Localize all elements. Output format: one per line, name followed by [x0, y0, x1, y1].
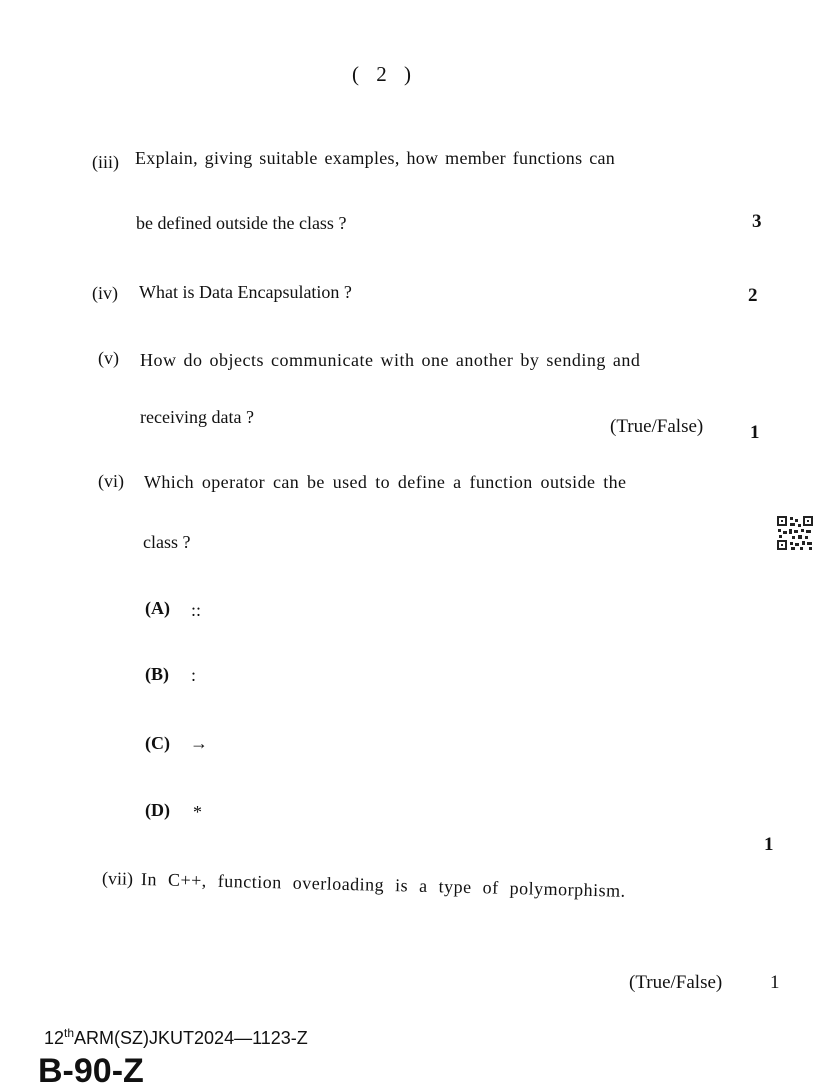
question-number-vi: (vi) [98, 471, 124, 491]
question-text-v-line2: receiving data ? [140, 407, 254, 427]
question-text-vi-line2: class ? [143, 532, 191, 552]
marks-v: 1 [750, 422, 760, 443]
paper-series-code: B-90-Z [38, 1052, 144, 1090]
paper-code [44, 1026, 308, 1049]
question-number-v: (v) [98, 348, 119, 368]
paper-code-rest: ARM(SZ)JKUT2024—1123-Z [74, 1028, 308, 1048]
question-text-iv: What is Data Encapsulation ? [139, 282, 352, 302]
option-c-value: → [190, 733, 208, 753]
marks-vii: 1 [770, 972, 780, 993]
question-text-iii-line1: Explain, giving suitable examples, how member functions can [135, 148, 616, 168]
question-vii [102, 868, 626, 902]
option-b-value: : [191, 665, 197, 685]
true-false-vii: (True/False) [629, 972, 723, 993]
marks-vi: 1 [764, 834, 774, 855]
question-number-iii: (iii) [92, 152, 119, 172]
option-d-label: (D) [145, 800, 170, 820]
true-false-v: (True/False) [610, 416, 704, 437]
marks-iv: 2 [748, 285, 758, 306]
question-text-v-line1: How do objects communicate with one another by sending and [140, 350, 641, 370]
question-text-vi-line1: Which operator can be used to define a function outside the [144, 472, 627, 492]
question-number-iv: (iv) [92, 283, 118, 303]
option-c-label: (C) [145, 733, 170, 753]
qr-code-icon [776, 515, 814, 551]
question-text-vii: In C++, function overloading is a type of polymorphism. [140, 868, 626, 901]
option-b-label: (B) [145, 664, 169, 684]
option-d-value: * [193, 802, 202, 822]
marks-iii: 3 [752, 211, 762, 232]
question-number-vii: (vii) [101, 868, 134, 889]
option-a-value: :: [191, 600, 202, 620]
paper-code-prefix: 12 [44, 1028, 65, 1048]
page-number: ( 2 ) [352, 62, 417, 86]
option-a-label: (A) [145, 598, 170, 618]
question-text-iii-line2: be defined outside the class ? [136, 213, 347, 233]
paper-code-sup: th [64, 1026, 75, 1040]
